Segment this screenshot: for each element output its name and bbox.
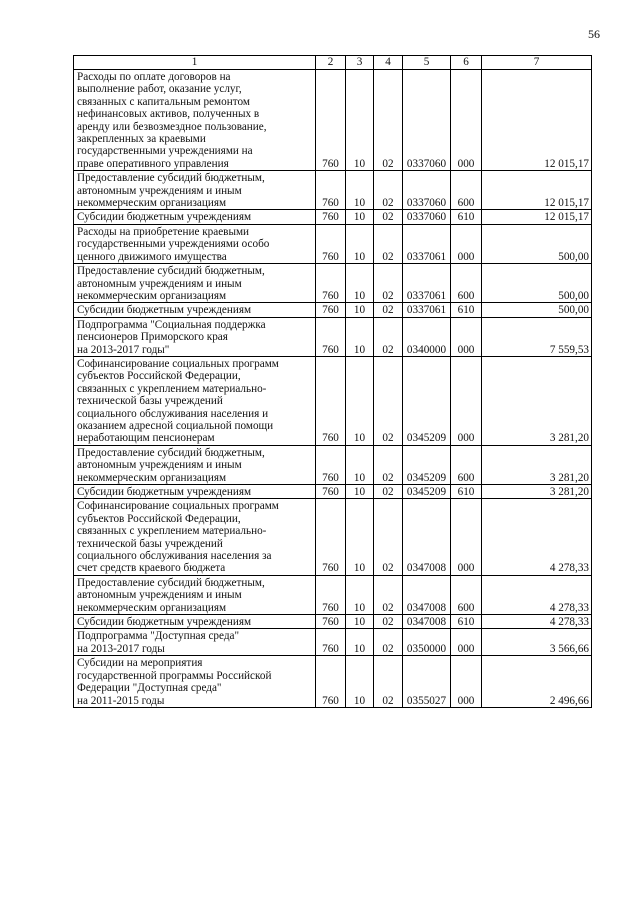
page-number: 56 [588,27,600,41]
amount: 500,00 [482,264,592,303]
subsection-code: 02 [374,656,403,708]
expense-type-code: 610 [451,210,482,224]
table-row [74,210,592,224]
item-name: Предоставление субсидий бюджетным, автономным учреждениям и иным некоммерческим организациям [74,264,316,303]
target-article-code: 0350000 [403,629,451,656]
table-row [74,317,592,356]
ministry-code: 760 [316,615,346,629]
header-cell: 4 [374,56,403,70]
ministry-code: 760 [316,629,346,656]
section-code: 10 [346,575,374,614]
table-row [74,264,592,303]
item-name: Предоставление субсидий бюджетным, автономным учреждениям и иным некоммерческим организациям [74,445,316,484]
subsection-code: 02 [374,264,403,303]
ministry-code: 760 [316,70,346,171]
item-name: Субсидии на мероприятия государственной программы Российской Федерации "Доступная среда" на 2011-2015 годы [74,656,316,708]
ministry-code: 760 [316,356,346,445]
table-row [74,356,592,445]
section-code: 10 [346,356,374,445]
subsection-code: 02 [374,445,403,484]
section-code: 10 [346,210,374,224]
table-row [74,70,592,171]
expense-type-code: 600 [451,264,482,303]
item-name: Расходы по оплате договоров на выполнение работ, оказание услуг, связанных с капитальным ремонтом нефинансовых активов, полученных в аренду или безвозмездное пользование, закрепленных за краевыми государственными учреждениями на праве оперативного управления [74,70,316,171]
amount: 3 281,20 [482,445,592,484]
ministry-code: 760 [316,210,346,224]
subsection-code: 02 [374,317,403,356]
table-row [74,171,592,210]
target-article-code: 0345209 [403,485,451,499]
expense-type-code: 000 [451,317,482,356]
ministry-code: 760 [316,445,346,484]
item-name: Софинансирование социальных программ субъектов Российской Федерации, связанных с укреплением материально- технической базы учреждений социального обслуживания населения и оказанием адресной социальной помощи неработающим пенсионерам [74,356,316,445]
section-code: 10 [346,615,374,629]
ministry-code: 760 [316,317,346,356]
section-code: 10 [346,485,374,499]
target-article-code: 0337061 [403,224,451,263]
target-article-code: 0345209 [403,356,451,445]
expense-type-code: 610 [451,615,482,629]
item-name: Предоставление субсидий бюджетным, автономным учреждениям и иным некоммерческим организациям [74,575,316,614]
subsection-code: 02 [374,224,403,263]
section-code: 10 [346,264,374,303]
target-article-code: 0337061 [403,264,451,303]
amount: 4 278,33 [482,499,592,575]
amount: 3 566,66 [482,629,592,656]
table-row [74,629,592,656]
table-row [74,499,592,575]
target-article-code: 0347008 [403,575,451,614]
item-name: Субсидии бюджетным учреждениям [74,615,316,629]
ministry-code: 760 [316,575,346,614]
header-cell: 2 [316,56,346,70]
ministry-code: 760 [316,485,346,499]
budget-table [73,55,592,708]
section-code: 10 [346,629,374,656]
ministry-code: 760 [316,171,346,210]
amount: 3 281,20 [482,356,592,445]
amount: 12 015,17 [482,171,592,210]
target-article-code: 0340000 [403,317,451,356]
subsection-code: 02 [374,499,403,575]
ministry-code: 760 [316,499,346,575]
section-code: 10 [346,499,374,575]
section-code: 10 [346,656,374,708]
ministry-code: 760 [316,303,346,317]
expense-type-code: 000 [451,356,482,445]
amount: 12 015,17 [482,70,592,171]
table-row [74,615,592,629]
amount: 3 281,20 [482,485,592,499]
expense-type-code: 610 [451,485,482,499]
amount: 12 015,17 [482,210,592,224]
expense-type-code: 000 [451,499,482,575]
table-row [74,575,592,614]
ministry-code: 760 [316,264,346,303]
subsection-code: 02 [374,210,403,224]
item-name: Субсидии бюджетным учреждениям [74,210,316,224]
amount: 4 278,33 [482,575,592,614]
subsection-code: 02 [374,356,403,445]
ministry-code: 760 [316,656,346,708]
item-name: Субсидии бюджетным учреждениям [74,303,316,317]
amount: 500,00 [482,224,592,263]
subsection-code: 02 [374,303,403,317]
target-article-code: 0347008 [403,615,451,629]
header-cell: 7 [482,56,592,70]
expense-type-code: 000 [451,629,482,656]
subsection-code: 02 [374,485,403,499]
amount: 2 496,66 [482,656,592,708]
item-name: Подпрограмма "Доступная среда" на 2013-2017 годы [74,629,316,656]
target-article-code: 0337060 [403,171,451,210]
item-name: Субсидии бюджетным учреждениям [74,485,316,499]
expense-type-code: 600 [451,445,482,484]
item-name: Подпрограмма "Социальная поддержка пенсионеров Приморского края на 2013-2017 годы" [74,317,316,356]
section-code: 10 [346,317,374,356]
table-row [74,485,592,499]
section-code: 10 [346,171,374,210]
subsection-code: 02 [374,615,403,629]
expense-type-code: 000 [451,656,482,708]
target-article-code: 0337061 [403,303,451,317]
subsection-code: 02 [374,70,403,171]
table-row [74,303,592,317]
section-code: 10 [346,224,374,263]
target-article-code: 0345209 [403,445,451,484]
header-cell: 6 [451,56,482,70]
target-article-code: 0337060 [403,70,451,171]
target-article-code: 0347008 [403,499,451,575]
amount: 4 278,33 [482,615,592,629]
expense-type-code: 600 [451,575,482,614]
expense-type-code: 610 [451,303,482,317]
item-name: Предоставление субсидий бюджетным, автономным учреждениям и иным некоммерческим организациям [74,171,316,210]
section-code: 10 [346,70,374,171]
table-row [74,224,592,263]
section-code: 10 [346,445,374,484]
item-name: Софинансирование социальных программ субъектов Российской Федерации, связанных с укреплением материально- технической базы учреждений социального обслуживания населения за счет средств краевого бюджета [74,499,316,575]
subsection-code: 02 [374,171,403,210]
target-article-code: 0337060 [403,210,451,224]
header-row [74,56,592,70]
subsection-code: 02 [374,629,403,656]
ministry-code: 760 [316,224,346,263]
target-article-code: 0355027 [403,656,451,708]
expense-type-code: 000 [451,224,482,263]
header-cell: 3 [346,56,374,70]
table-row [74,445,592,484]
header-cell: 1 [74,56,316,70]
expense-type-code: 000 [451,70,482,171]
amount: 500,00 [482,303,592,317]
header-cell: 5 [403,56,451,70]
table-row [74,656,592,708]
item-name: Расходы на приобретение краевыми государственными учреждениями особо ценного движимого имущества [74,224,316,263]
amount: 7 559,53 [482,317,592,356]
section-code: 10 [346,303,374,317]
expense-type-code: 600 [451,171,482,210]
subsection-code: 02 [374,575,403,614]
